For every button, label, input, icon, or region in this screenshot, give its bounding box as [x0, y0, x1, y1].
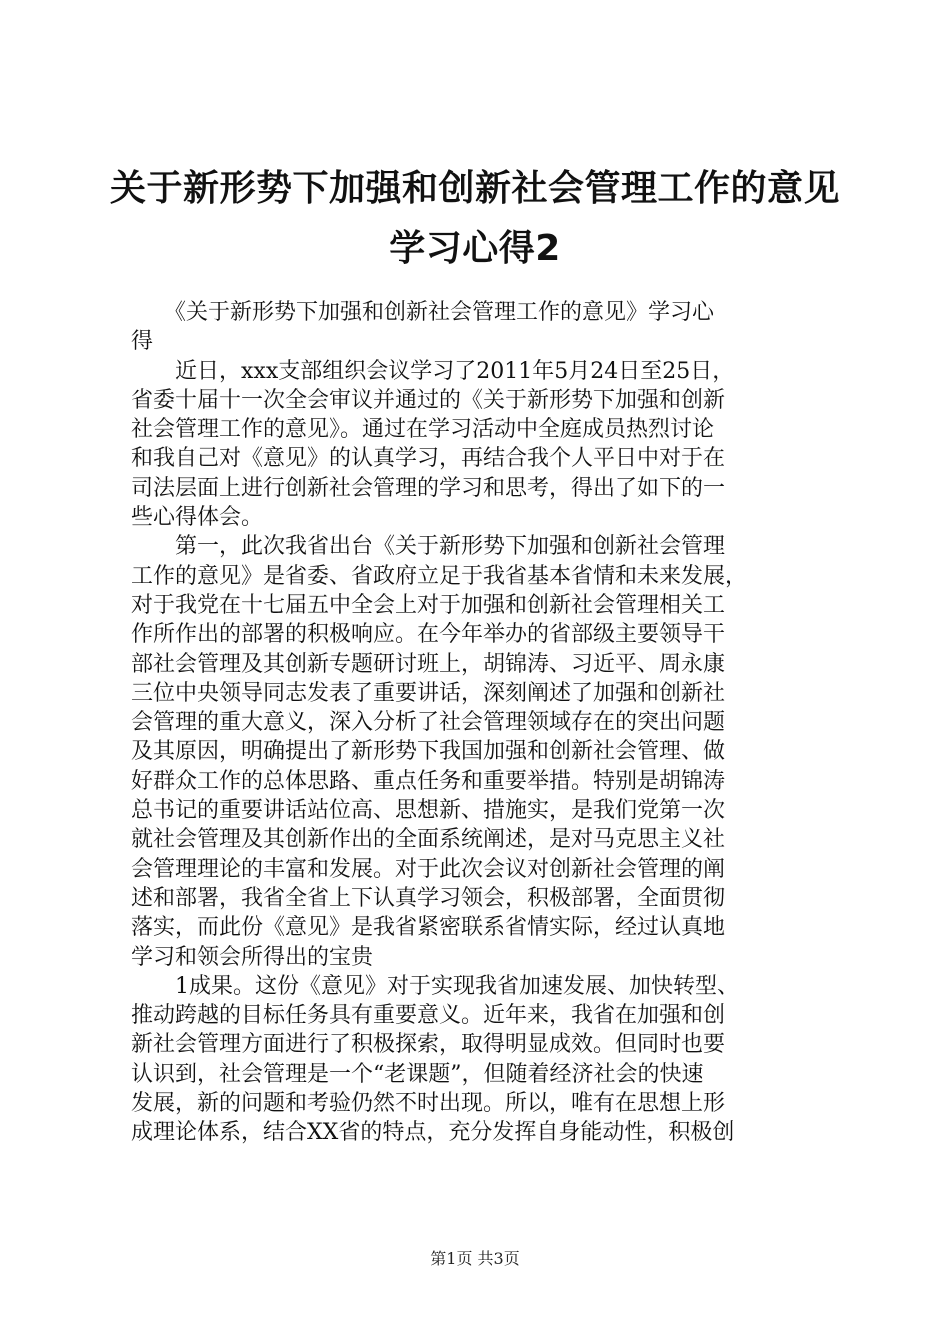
body-line: 和我自己对《意见》的认真学习，再结合我个人平日中对于在	[131, 446, 726, 472]
body-line: 认识到，社会管理是一个“老课题”，但随着经济社会的快速	[131, 1061, 704, 1087]
body-line: 三位中央领导同志发表了重要讲话，深刻阐述了加强和创新社	[131, 680, 726, 706]
body-line: 司法层面上进行创新社会管理的学习和思考，得出了如下的一	[131, 475, 726, 501]
body-line: 好群众工作的总体思路、重点任务和重要举措。特别是胡锦涛	[131, 768, 726, 794]
body-line: 社会管理工作的意见》。通过在学习活动中全庭成员热烈讨论	[131, 417, 715, 443]
body-line: 工作的意见》是省委、省政府立足于我省基本省情和未来发展，	[131, 563, 748, 589]
body-line: 近日，xxx支部组织会议学习了2011年5月24日至25日，	[131, 358, 735, 384]
body-line: 作所作出的部署的积极响应。在今年举办的省部级主要领导干	[131, 622, 726, 648]
body-line: 新社会管理方面进行了积极探索，取得明显成效。但同时也要	[131, 1032, 726, 1058]
body-line: 总书记的重要讲话站位高、思想新、措施实，是我们党第一次	[131, 798, 726, 824]
body-line: 发展，新的问题和考验仍然不时出现。所以，唯有在思想上形	[131, 1091, 726, 1117]
page-footer: 第1页 共3页	[430, 1249, 520, 1268]
body-line: 《关于新形势下加强和创新社会管理工作的意见》学习心	[131, 300, 715, 325]
body-line: 落实，而此份《意见》是我省紧密联系省情实际，经过认真地	[131, 915, 726, 941]
document-title-line-2: 学习心得2	[389, 228, 561, 269]
body-line: 省委十届十一次全会审议并通过的《关于新形势下加强和创新	[131, 387, 726, 413]
body-line: 1成果。这份《意见》对于实现我省加速发展、加快转型、	[131, 973, 739, 999]
body-line: 推动跨越的目标任务具有重要意义。近年来，我省在加强和创	[131, 1003, 726, 1029]
body-line: 会管理的重大意义，深入分析了社会管理领域存在的突出问题	[131, 710, 726, 736]
body-line: 及其原因，明确提出了新形势下我国加强和创新社会管理、做	[131, 739, 726, 765]
body-line: 就社会管理及其创新作出的全面系统阐述，是对马克思主义社	[131, 827, 726, 853]
document-title-line-1: 关于新形势下加强和创新社会管理工作的意见	[109, 168, 840, 209]
body-line: 些心得体会。	[131, 505, 264, 531]
body-line: 学习和领会所得出的宝贵	[131, 944, 374, 970]
body-line: 部社会管理及其创新专题研讨班上，胡锦涛、习近平、周永康	[131, 651, 726, 677]
document-body	[131, 298, 831, 1148]
body-line: 得	[131, 329, 154, 355]
body-line: 成理论体系，结合XX省的特点，充分发挥自身能动性，积极创	[131, 1120, 735, 1146]
body-line: 第一，此次我省出台《关于新形势下加强和创新社会管理	[131, 534, 726, 560]
body-line: 述和部署，我省全省上下认真学习领会，积极部署，全面贯彻	[131, 885, 726, 911]
body-line: 对于我党在十七届五中全会上对于加强和创新社会管理相关工	[131, 592, 726, 618]
body-line: 会管理理论的丰富和发展。对于此次会议对创新社会管理的阐	[131, 856, 726, 882]
